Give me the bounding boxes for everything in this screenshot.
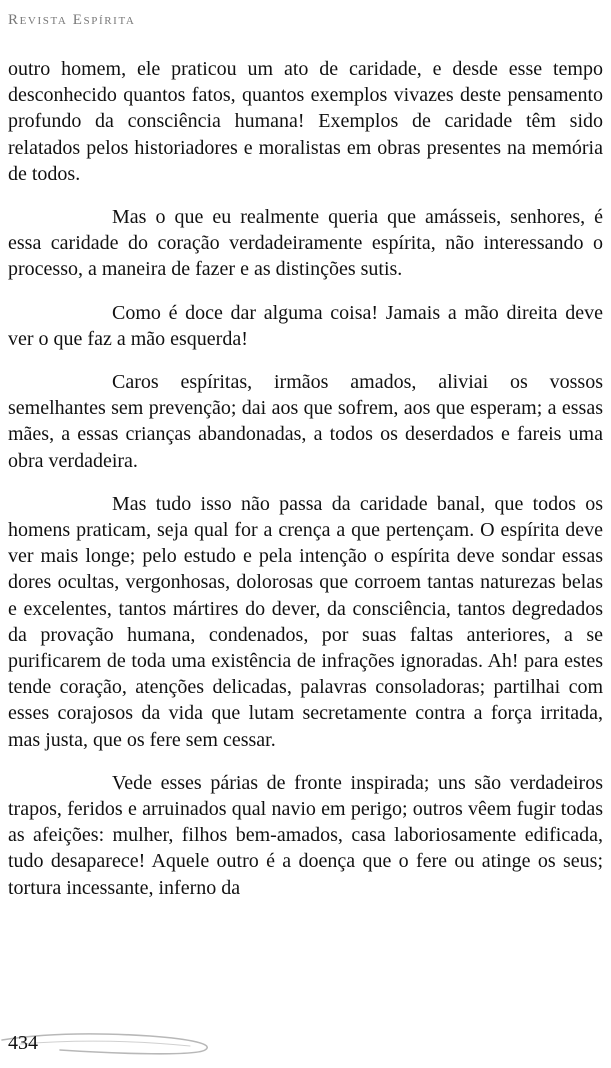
paragraph-3: Como é doce dar alguma coisa! Jamais a mão direita deve ver o que faz a mão esquerda! [8, 301, 603, 350]
body-text [8, 56, 603, 901]
paragraph-1: outro homem, ele praticou um ato de caridade, e desde esse tempo desconhecido quantos fatos, quantos exemplos vivazes deste pensamento profundo da consciência humana! Exemplos de caridade têm sido relatados pelos historiadores e moralistas em obras presentes na memória de todos. [8, 58, 603, 185]
paragraph-4: Caros espíritas, irmãos amados, aliviai os vossos semelhantes sem prevenção; dai aos que sofrem, aos que esperam; a essas mães, a essas crianças abandonadas, a todos os deserdados e fareis uma obra verdadeira. [8, 371, 603, 472]
page-number: 434 [8, 1032, 38, 1054]
running-head: Revista Espírita [8, 12, 136, 28]
paragraph-6: Vede esses párias de fronte inspirada; uns são verdadeiros trapos, feridos e arruinados qual navio em perigo; outros vêem fugir todas as afeições: mulher, filhos bem-amados, casa laboriosamente edificada, tudo desaparece! Aquele outro é a doença que o fere ou atinge os seus; tortura incessante, inferno da [8, 771, 603, 899]
paragraph-5: Mas tudo isso não passa da caridade banal, que todos os homens praticam, seja qual for a crença a que pertençam. O espírita deve ver mais longe; pelo estudo e pela intenção o espírita deve sondar essas dores ocultas, vergonhosas, dolorosas que corroem tantas naturezas belas e excelentes, tantos mártires do dever, da consciência, tantos degredados da provação humana, condenados, por suas faltas anteriores, a se purificarem de toda uma existência de infrações ignoradas. Ah! para estes tende coração, atenções delicadas, palavras consoladoras; partilhai com esses corajosos da vida que lutam secretamente contra a força irritada, mas justa, que os fere sem cessar. [8, 492, 603, 751]
paragraph-2: Mas o que eu realmente queria que amásseis, senhores, é essa caridade do coração verdadeiramente espírita, não interessando o processo, a maneira de fazer e as distinções sutis. [8, 206, 603, 281]
